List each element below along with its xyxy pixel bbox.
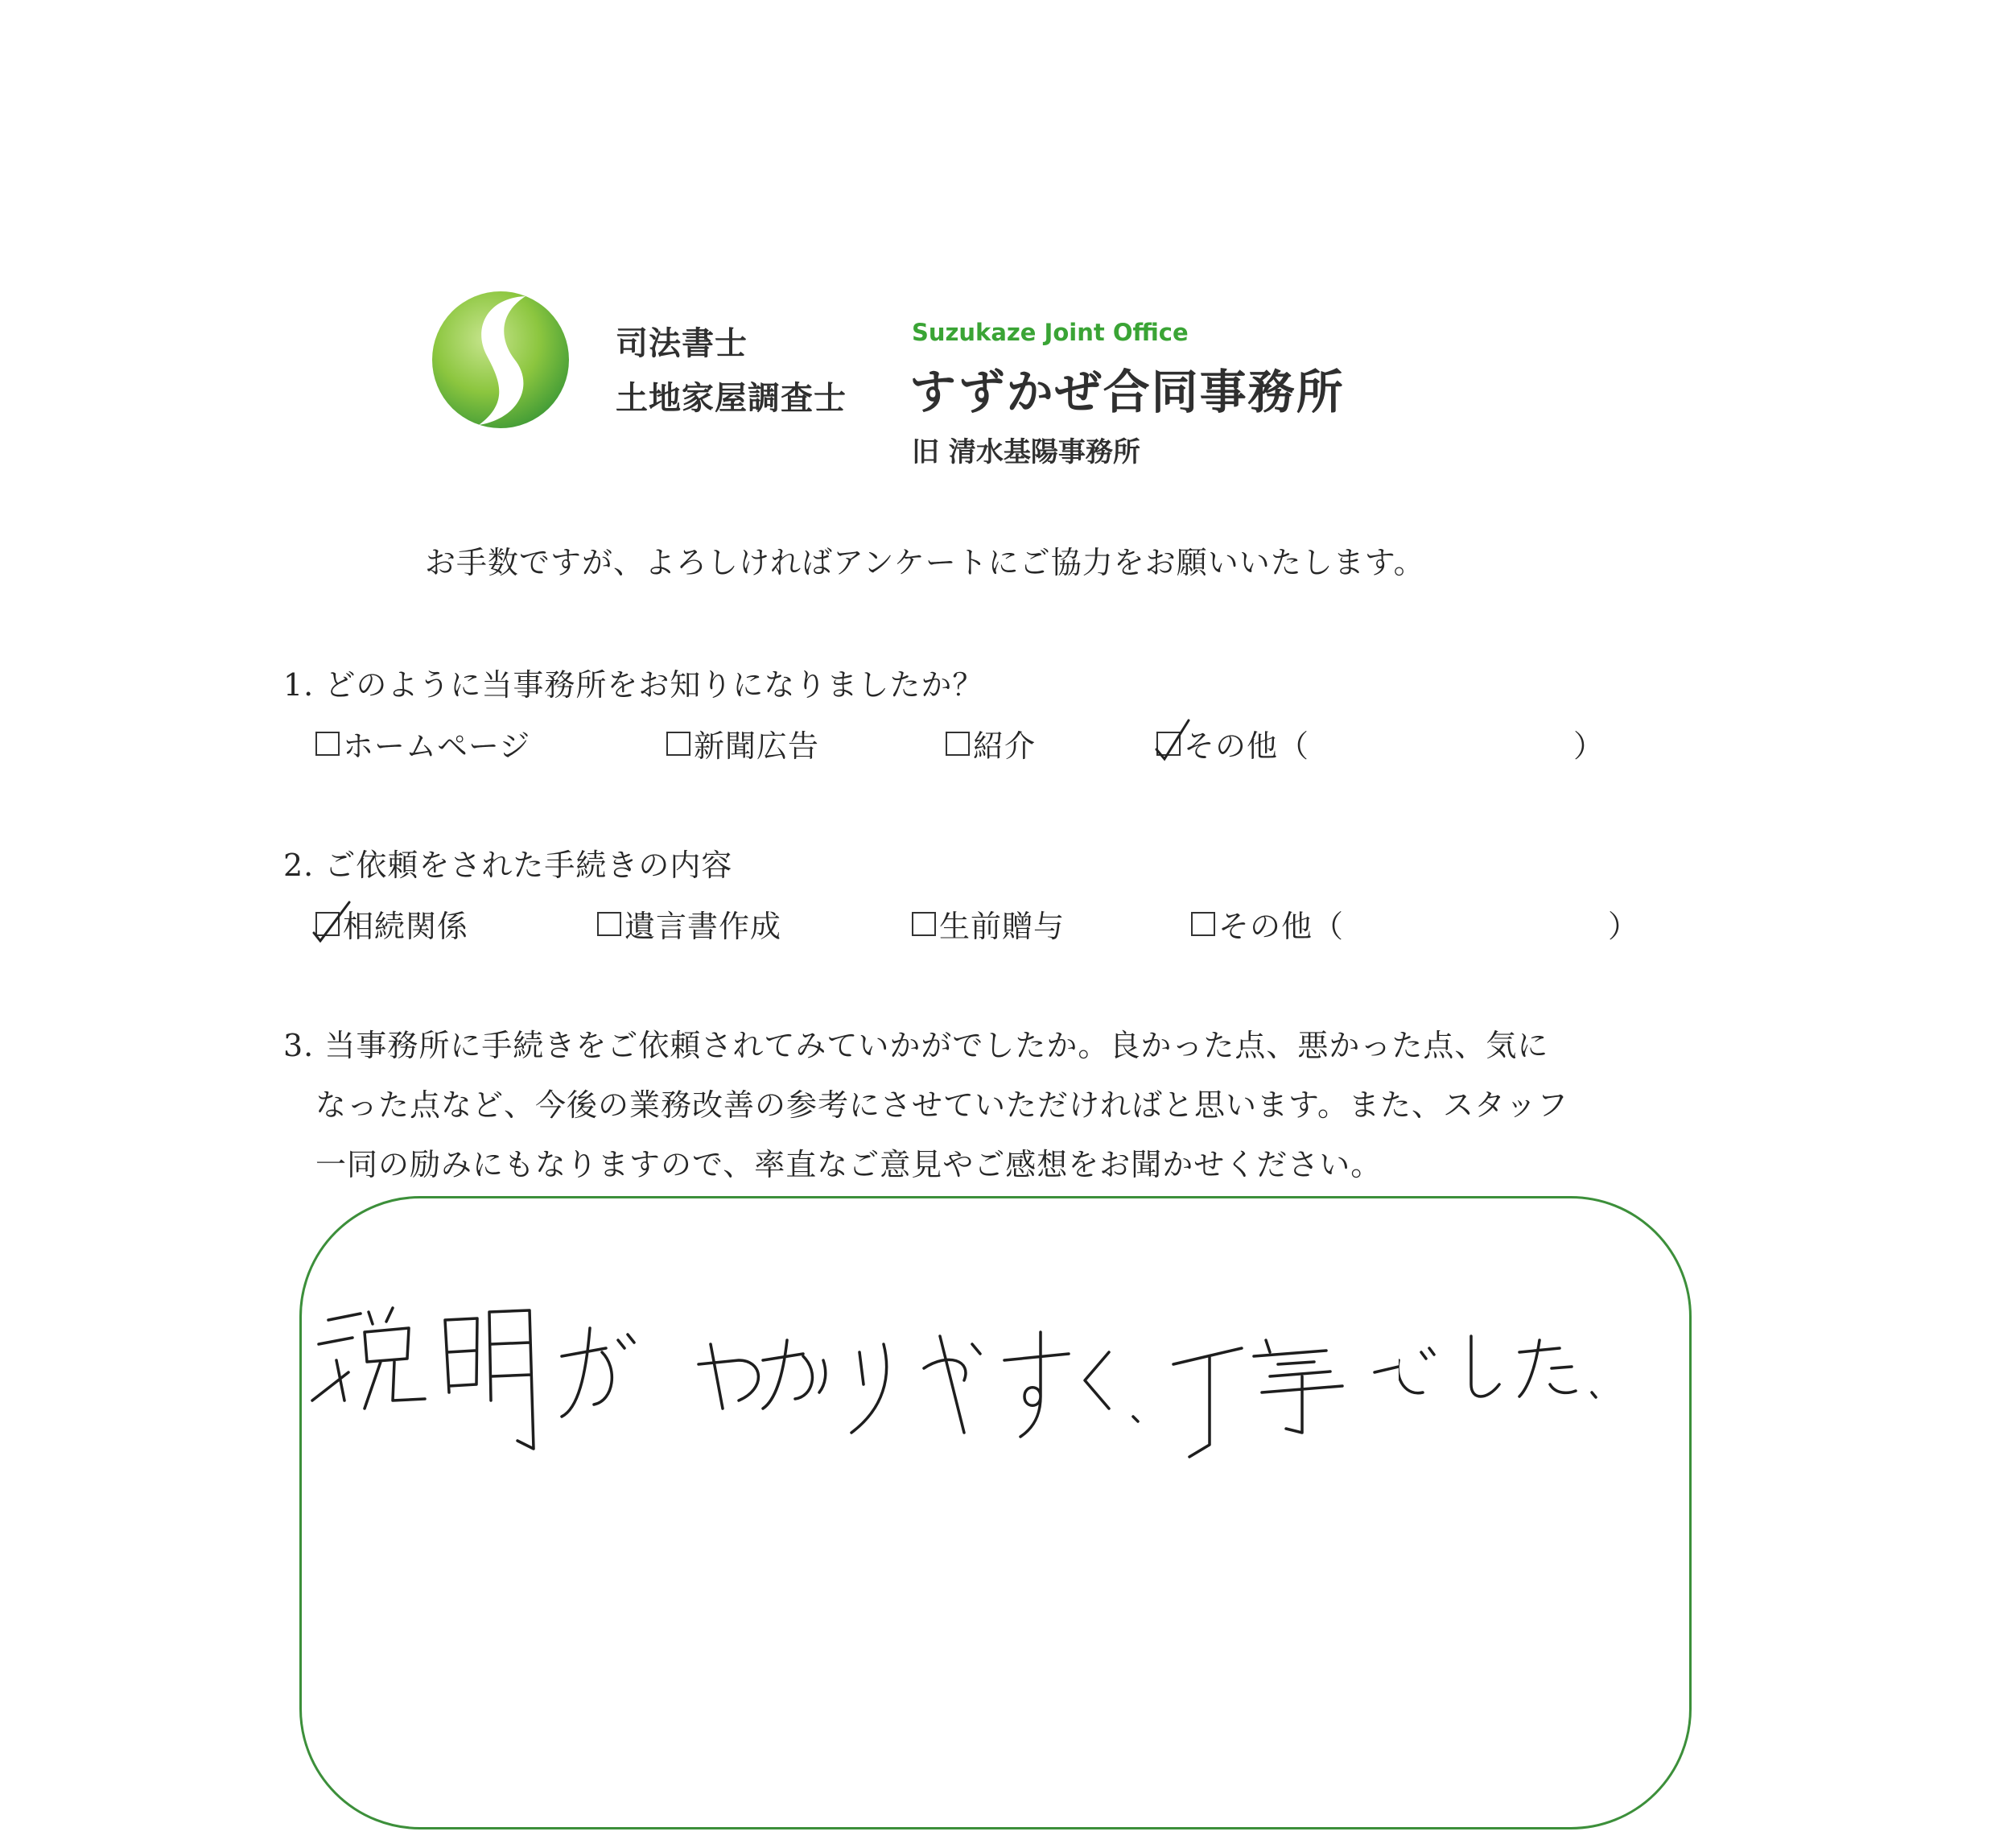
checkbox[interactable] [946,732,970,756]
former-office-name: 旧 清水基陽事務所 [912,436,1140,468]
q3-line-2: なった点など、今後の業務改善の参考にさせていただければと思います。また、スタッフ [315,1087,1568,1123]
q3-number: 3. [283,1028,315,1063]
q2-option-will[interactable]: 遺言書作成 [597,901,781,946]
checkbox-checked[interactable] [315,912,340,936]
q3-line-3: 一同の励みにもなりますので、率直なご意見やご感想をお聞かせください。 [315,1147,1383,1182]
checkbox[interactable] [666,732,690,756]
q1-option-referral[interactable]: 紹介 [946,721,1036,765]
office-name: すずかぜ合同事務所 [909,365,1345,419]
q2-option-other[interactable]: その他（ [1191,901,1344,946]
q1-close-paren: ） [1573,728,1605,764]
handwritten-answer-signature [304,1296,1399,1465]
answer-box[interactable] [299,1196,1692,1829]
checkbox[interactable] [597,912,621,936]
q1-option-other[interactable]: その他（ [1156,721,1309,765]
q3-line-1: 3. 当事務所に手続きをご依頼されてみていかがでしたか。良かった点、悪かった点、気に [283,1028,1549,1063]
checkbox[interactable] [912,912,936,936]
office-logo-icon [431,290,571,431]
profession-label-1: 司法書士 [616,325,748,362]
q1-number: 1. [283,667,315,703]
q2-option-gift[interactable]: 生前贈与 [912,901,1065,946]
handwritten-answer-end [1399,1320,1672,1417]
q2-number: 2. [283,848,315,883]
checkmark-icon [312,897,352,943]
checkbox[interactable] [315,732,340,756]
q1-option-homepage[interactable]: ホームページ [315,721,530,765]
q2-question: ご依頼をされた手続きの内容 [324,848,733,883]
checkbox[interactable] [1191,912,1215,936]
q2-heading [283,840,732,885]
checkmark-icon [1153,717,1193,762]
q1-heading [283,660,983,704]
q2-option-inheritance[interactable]: 相続関係 [315,901,468,946]
survey-intro: お手数ですが、よろしければアンケートにご協力をお願いいたします。 [425,545,1425,580]
q1-option-newspaper[interactable]: 新聞広告 [666,721,819,765]
profession-label-2: 土地家屋調査士 [616,380,847,417]
q1-question: どのように当事務所をお知りになりましたか？ [324,667,984,703]
office-name-english: Suzukaze Joint Office [912,319,1189,346]
q2-close-paren: ） [1608,909,1640,944]
checkbox-checked[interactable] [1156,732,1181,756]
